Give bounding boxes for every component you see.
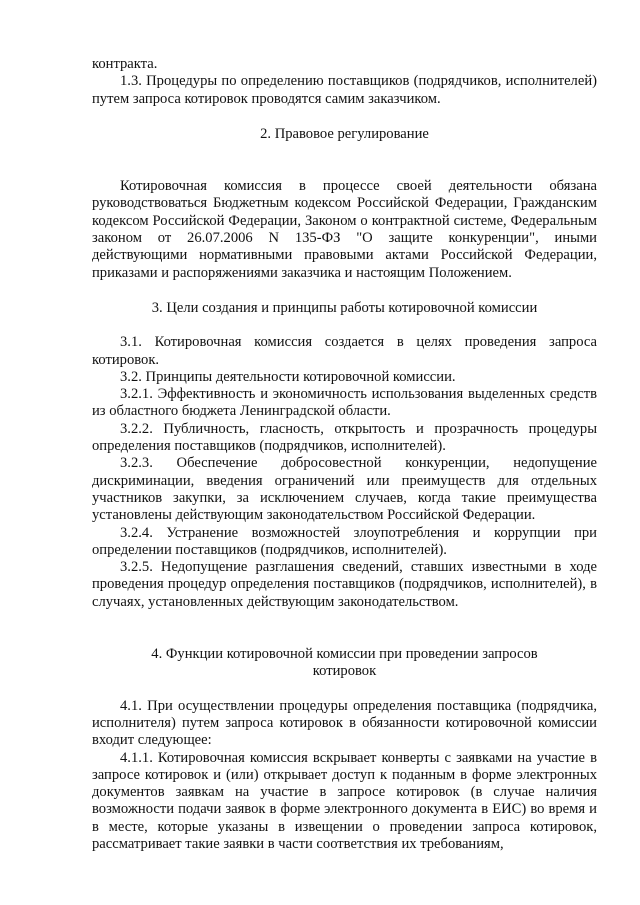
paragraph-3-2-3: 3.2.3. Обеспечение добросовестной конкуренции, недопущение дискриминации, введения ограничений или преимуществ для отдельных участников закупки, за исключением случаев, когда такие преимущества установлены действующим законодательством Российской Федерации. — [92, 455, 597, 524]
document-page — [92, 56, 597, 853]
paragraph-3-2-4: 3.2.4. Устранение возможностей злоупотребления и коррупции при определении поставщиков (подрядчиков, исполнителей). — [92, 524, 597, 558]
paragraph-3-2-1: 3.2.1. Эффективность и экономичность использования выделенных средств из областного бюджета Ленинградской области. — [92, 386, 597, 420]
section-heading-2: 2. Правовое регулирование — [260, 125, 429, 142]
paragraph-3-1: 3.1. Котировочная комиссия создается в целях проведения запроса котировок. — [92, 334, 597, 368]
paragraph-2: Котировочная комиссия в процессе своей деятельности обязана руководствоваться Бюджетным кодексом Российской Федерации, Гражданским кодексом Российской Федерации, Законом о контрактной системе, Федеральным законом от 26.07.2006 N 135-ФЗ "О защите конкуренции", иными действующими нормативными правовыми актами Российской Федерации, приказами и распоряжениями заказчика и настоящим Положением. — [92, 178, 597, 281]
section-heading-4-line2: котировок — [312, 663, 377, 680]
section-heading-3: 3. Цели создания и принципы работы котировочной комиссии — [151, 299, 538, 316]
paragraph-4-1-1: 4.1.1. Котировочная комиссия вскрывает конверты с заявками на участие в запросе котировок и (или) открывает доступ к поданным в форме электронных документов заявкам на участие в запросе котировок (в случае наличия возможности подачи заявок в форме электронного документа в ЕИС) во время и в месте, которые указаны в извещении о проведении запроса котировок, рассматривает такие заявки в части соответствия их требованиям, — [92, 749, 597, 852]
paragraph-1-3: 1.3. Процедуры по определению поставщиков (подрядчиков, исполнителей) путем запроса котировок проводятся самим заказчиком. — [92, 73, 597, 107]
paragraph-contract-tail: контракта. — [92, 56, 158, 72]
section-heading-4-line1: 4. Функции котировочной комиссии при проведении запросов — [151, 646, 538, 663]
paragraph-3-2: 3.2. Принципы деятельности котировочной комиссии. — [120, 368, 456, 385]
paragraph-3-2-5: 3.2.5. Недопущение разглашения сведений, ставших известными в ходе проведения процедур определения поставщиков (подрядчиков, исполнителей), в случаях, установленных действующим законодательством. — [92, 559, 597, 610]
paragraph-4-1: 4.1. При осуществлении процедуры определения поставщика (подрядчика, исполнителя) путем запроса котировок в обязанности котировочной комиссии входит следующее: — [92, 697, 597, 749]
paragraph-3-2-2: 3.2.2. Публичность, гласность, открытость и прозрачность процедуры определения поставщиков (подрядчиков, исполнителей). — [92, 420, 597, 455]
